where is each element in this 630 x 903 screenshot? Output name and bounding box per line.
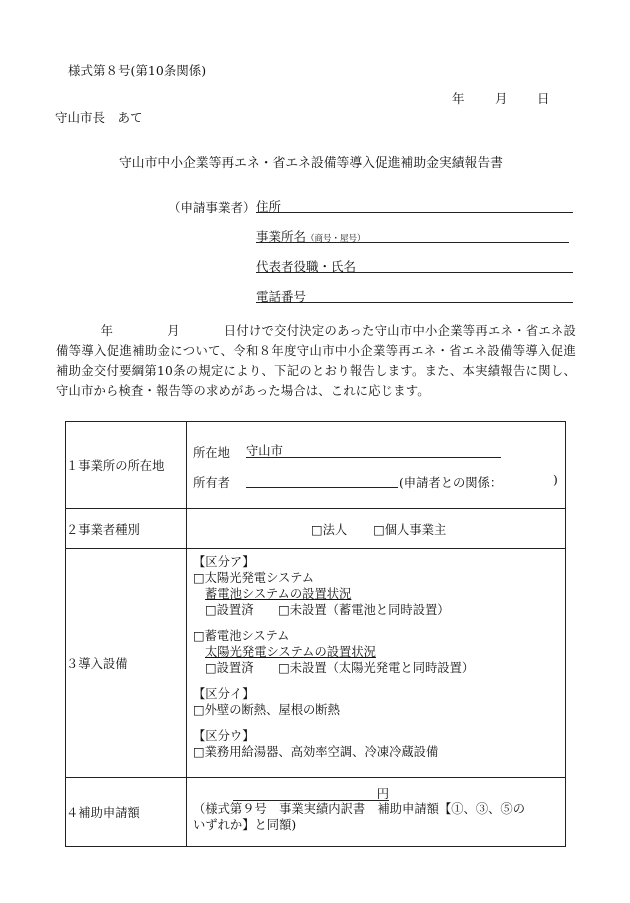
date-year: 年 [452,91,465,106]
battery-status-text: 蓄電池システムの設置状況 [205,587,352,601]
relation-open: (申請者との関係： [399,476,503,490]
insulation-checkbox[interactable]: □外壁の断熱、屋根の断熱 [193,703,340,717]
location-value: 守山市 [246,444,283,458]
addressee: 守山市長 あて [55,110,143,125]
category-a-heading: 【区分ア】 [193,555,255,569]
equipment-row-label: ３導入設備 [66,549,187,778]
amount-note-1: （様式第９号 事業実績内訳書 補助申請額【①、③、⑤の [193,802,526,816]
solar-status-text: 太陽光発電システムの設置状況 [205,645,376,659]
solar-status-heading [193,644,565,660]
table-row-location [66,422,566,509]
amount-row-label: ４補助申請額 [66,778,187,847]
amount-field[interactable] [233,786,389,801]
location-row-content [187,422,566,509]
paragraph-text: 日付けで交付決定のあった守山市中小企業等再エネ・省エネ設備等導入促進補助金について、令和８年度守山市中小企業等再エネ・省エネ設備等導入促進補助金交付要綱第10条の規定により、下記のとおり報告します。また、本実績報告に関し、守山市から検査・報告等の求めがあった場合は、これに応じます。 [56,324,577,398]
commercial-equipment-checkbox[interactable]: □業務用給湯器、高効率空調、冷凍冷蔵設備 [193,745,439,759]
business-name-label: 事業所名 [256,229,307,244]
location-value-field[interactable] [246,441,501,458]
owner-label: 所有者 [193,476,230,490]
equipment-row-content [187,549,566,778]
spacer [193,676,565,686]
owner-field[interactable] [246,472,398,488]
yen-unit: 円 [376,787,389,801]
sole-proprietor-checkbox[interactable]: □個人事業主 [373,522,447,537]
spacer [193,618,565,628]
document-title: 守山市中小企業等再エネ・省エネ設備等導入促進補助金実績報告書 [119,156,503,171]
category-u-heading: 【区分ウ】 [193,729,255,743]
date-month: 月 [495,91,508,106]
report-table [65,421,566,847]
amount-note-2: いずれか】と同額) [193,818,297,832]
form-number: 様式第８号(第10条関係) [68,63,207,78]
representative-label: 代表者役職・氏名 [256,259,357,274]
business-name-field[interactable] [256,227,569,243]
type-row-label: ２事業者種別 [66,509,187,549]
type-row-content [187,509,566,549]
relation-close: ) [553,473,558,487]
battery-status-options[interactable]: □設置済 □未設置（蓄電池と同時設置） [205,603,450,617]
date-day: 日 [537,91,550,106]
address-field[interactable] [256,197,573,213]
address-label: 住所 [256,199,282,214]
table-row-type [66,509,566,549]
representative-field[interactable] [256,257,573,273]
paragraph-month: 月 [167,324,180,338]
phone-field[interactable] [256,287,573,303]
battery-checkbox[interactable]: □蓄電池システム [193,629,290,643]
table-row-amount [66,778,566,847]
location-label: 所在地 [193,446,230,460]
phone-label: 電話番号 [256,289,307,304]
category-i-heading: 【区分イ】 [193,687,255,701]
amount-line [193,785,565,801]
amount-row-content [187,778,566,847]
applicant-label: （申請事業者） [168,200,256,215]
battery-status-heading [193,586,565,602]
solar-status-options[interactable]: □設置済 □未設置（太陽光発電と同時設置） [205,661,475,675]
spacer [193,718,565,728]
table-row-equipment [66,549,566,778]
report-paragraph [56,321,576,401]
location-row-label: １事業所の所在地 [66,422,187,509]
solar-checkbox[interactable]: □太陽光発電システム [193,571,315,585]
business-name-note: （商号・屋号） [306,234,366,244]
paragraph-year: 年 [100,324,114,338]
corporation-checkbox[interactable]: □法人 [311,522,348,537]
